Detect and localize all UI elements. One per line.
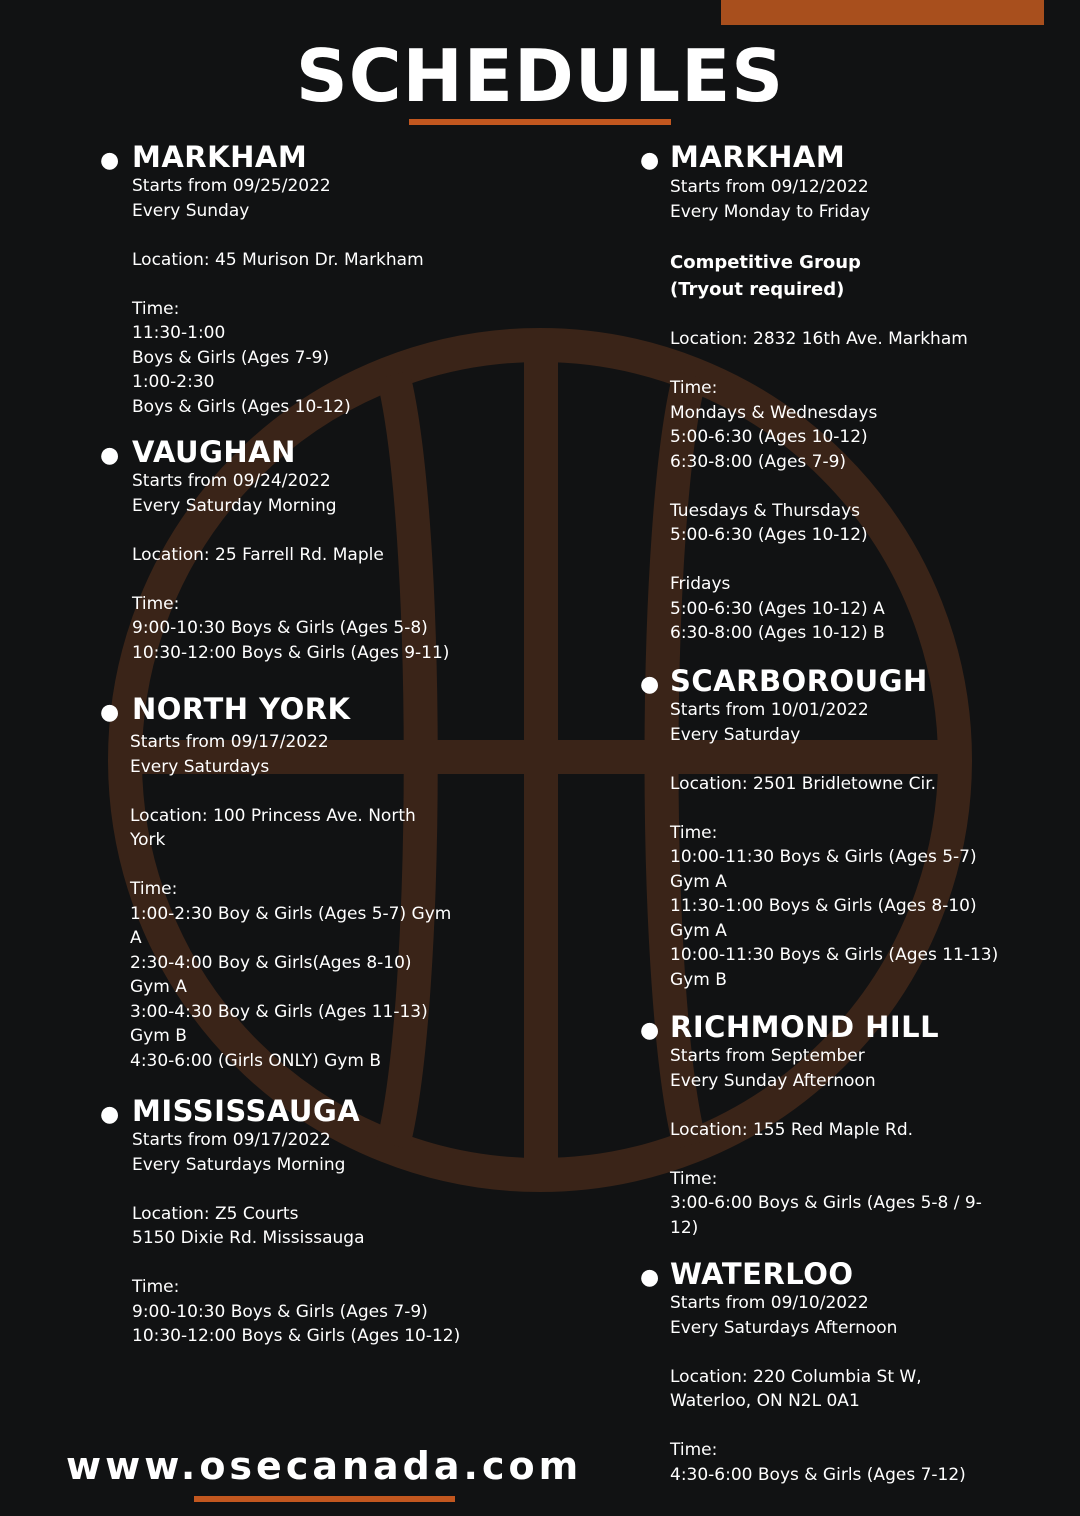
time-label: Time: bbox=[130, 879, 178, 899]
day-group-label: Fridays bbox=[670, 574, 731, 594]
time-slot: 4:30-6:00 Boys & Girls (Ages 7-12) bbox=[670, 1464, 966, 1485]
time-slot: Gym B bbox=[670, 969, 727, 990]
city-name: WATERLOO bbox=[670, 1257, 854, 1291]
schedule-scarborough bbox=[640, 664, 1000, 992]
start-date: Starts from 09/17/2022 bbox=[130, 732, 329, 752]
city-name: SCARBOROUGH bbox=[670, 664, 928, 698]
start-date: Starts from September bbox=[670, 1046, 865, 1066]
schedule-day: Every Saturday Morning bbox=[132, 495, 337, 516]
location: Location: 155 Red Maple Rd. bbox=[670, 1119, 914, 1140]
schedule-day: Every Saturdays Afternoon bbox=[670, 1317, 898, 1338]
time-slot: 4:30-6:00 (Girls ONLY) Gym B bbox=[130, 1050, 381, 1071]
start-date: Starts from 09/12/2022 bbox=[670, 177, 869, 197]
time-slot: Boys & Girls (Ages 10-12) bbox=[132, 396, 351, 417]
day-group-label: Mondays & Wednesdays bbox=[670, 402, 878, 423]
schedule-day: Every Sunday Afternoon bbox=[670, 1070, 876, 1091]
time-slot: 9:00-10:30 Boys & Girls (Ages 5-8) bbox=[132, 618, 428, 638]
schedule-waterloo bbox=[640, 1257, 1000, 1487]
time-slot: 1:00-2:30 bbox=[132, 372, 215, 392]
schedule-north-york bbox=[100, 692, 480, 1073]
time-slot: 5:00-6:30 (Ages 10-12) A bbox=[670, 598, 885, 619]
time-slot: 2:30-4:00 Boy & Girls(Ages 8-10) bbox=[130, 952, 412, 973]
start-date: Starts from 09/24/2022 bbox=[132, 471, 331, 491]
time-slot: Gym A bbox=[670, 871, 727, 892]
city-name: VAUGHAN bbox=[132, 435, 296, 469]
bullet-icon: ● bbox=[100, 1102, 120, 1127]
time-slot: 6:30-8:00 (Ages 7-9) bbox=[670, 451, 847, 472]
schedule-day: Every Saturdays Morning bbox=[132, 1154, 346, 1175]
schedule-day: Every Saturdays bbox=[130, 756, 270, 777]
bullet-icon: ● bbox=[100, 700, 120, 725]
time-label: Time: bbox=[670, 1440, 718, 1460]
time-slot: 11:30-1:00 Boys & Girls (Ages 8-10) bbox=[670, 896, 977, 916]
time-label: Time: bbox=[670, 822, 718, 843]
location: Location: 45 Murison Dr. Markham bbox=[132, 249, 424, 270]
time-slot: 3:00-6:00 Boys & Girls (Ages 5-8 / 9- bbox=[670, 1193, 982, 1213]
city-name: RICHMOND HILL bbox=[670, 1010, 940, 1044]
schedule-markham-weekdays bbox=[640, 140, 1000, 646]
schedule-day: Every Sunday bbox=[132, 200, 250, 221]
location: Location: Z5 Courts bbox=[132, 1203, 299, 1224]
time-slot: 9:00-10:30 Boys & Girls (Ages 7-9) bbox=[132, 1301, 428, 1322]
location: Location: 100 Princess Ave. North bbox=[130, 805, 416, 826]
location: 5150 Dixie Rd. Mississauga bbox=[132, 1228, 365, 1248]
competitive-group-note: Competitive Group bbox=[670, 251, 861, 273]
time-slot: Gym A bbox=[130, 977, 187, 997]
bullet-icon: ● bbox=[100, 443, 120, 468]
time-slot: 10:30-12:00 Boys & Girls (Ages 9-11) bbox=[132, 642, 450, 663]
time-slot: 5:00-6:30 (Ages 10-12) bbox=[670, 427, 868, 447]
time-slot: 10:00-11:30 Boys & Girls (Ages 5-7) bbox=[670, 847, 977, 867]
city-name: NORTH YORK bbox=[132, 692, 351, 726]
time-slot: 5:00-6:30 (Ages 10-12) bbox=[670, 525, 868, 545]
time-label: Time: bbox=[670, 378, 718, 398]
website-underline bbox=[194, 1496, 455, 1502]
page-title: SCHEDULES bbox=[295, 34, 785, 118]
bullet-icon: ● bbox=[100, 148, 120, 173]
location: York bbox=[130, 830, 166, 850]
time-label: Time: bbox=[132, 298, 180, 319]
location: Waterloo, ON N2L 0A1 bbox=[670, 1391, 860, 1411]
time-slot: 11:30-1:00 bbox=[132, 323, 226, 343]
time-label: Time: bbox=[670, 1168, 718, 1189]
start-date: Starts from 09/10/2022 bbox=[670, 1293, 869, 1313]
tryout-note: (Tryout required) bbox=[670, 278, 845, 300]
schedule-day: Every Saturday bbox=[670, 724, 801, 745]
city-name: MARKHAM bbox=[670, 140, 846, 174]
title-underline bbox=[409, 119, 671, 125]
time-slot: A bbox=[130, 928, 142, 948]
bullet-icon: ● bbox=[640, 672, 660, 697]
city-name: MARKHAM bbox=[132, 140, 308, 174]
bullet-icon: ● bbox=[640, 148, 660, 173]
time-slot: 10:00-11:30 Boys & Girls (Ages 11-13) bbox=[670, 945, 999, 965]
schedule-mississauga bbox=[100, 1094, 480, 1349]
location: Location: 2501 Bridletowne Cir. bbox=[670, 773, 937, 794]
time-slot: 10:30-12:00 Boys & Girls (Ages 10-12) bbox=[132, 1326, 461, 1346]
time-slot: Gym B bbox=[130, 1026, 187, 1046]
day-group-label: Tuesdays & Thursdays bbox=[670, 500, 860, 521]
city-name: MISSISSAUGA bbox=[132, 1094, 361, 1128]
start-date: Starts from 10/01/2022 bbox=[670, 700, 869, 720]
start-date: Starts from 09/25/2022 bbox=[132, 176, 331, 196]
bullet-icon: ● bbox=[640, 1265, 660, 1290]
schedule-day: Every Monday to Friday bbox=[670, 201, 871, 222]
time-label: Time: bbox=[132, 1277, 180, 1297]
location: Location: 25 Farrell Rd. Maple bbox=[132, 544, 384, 565]
location: Location: 2832 16th Ave. Markham bbox=[670, 329, 968, 349]
schedule-vaughan bbox=[100, 435, 480, 665]
location: Location: 220 Columbia St W, bbox=[670, 1366, 922, 1387]
time-slot: 3:00-4:30 Boy & Girls (Ages 11-13) bbox=[130, 1001, 428, 1022]
time-slot: 1:00-2:30 Boy & Girls (Ages 5-7) Gym bbox=[130, 903, 452, 924]
time-slot: 6:30-8:00 (Ages 10-12) B bbox=[670, 623, 885, 643]
time-slot: Gym A bbox=[670, 920, 727, 941]
schedule-richmond-hill bbox=[640, 1010, 1000, 1240]
schedule-markham-sunday bbox=[100, 140, 480, 419]
start-date: Starts from 09/17/2022 bbox=[132, 1130, 331, 1150]
time-slot: 12) bbox=[670, 1217, 699, 1238]
time-label: Time: bbox=[132, 593, 180, 614]
time-slot: Boys & Girls (Ages 7-9) bbox=[132, 347, 330, 368]
bullet-icon: ● bbox=[640, 1018, 660, 1043]
website-link[interactable]: www.osecanada.com bbox=[66, 1444, 583, 1488]
